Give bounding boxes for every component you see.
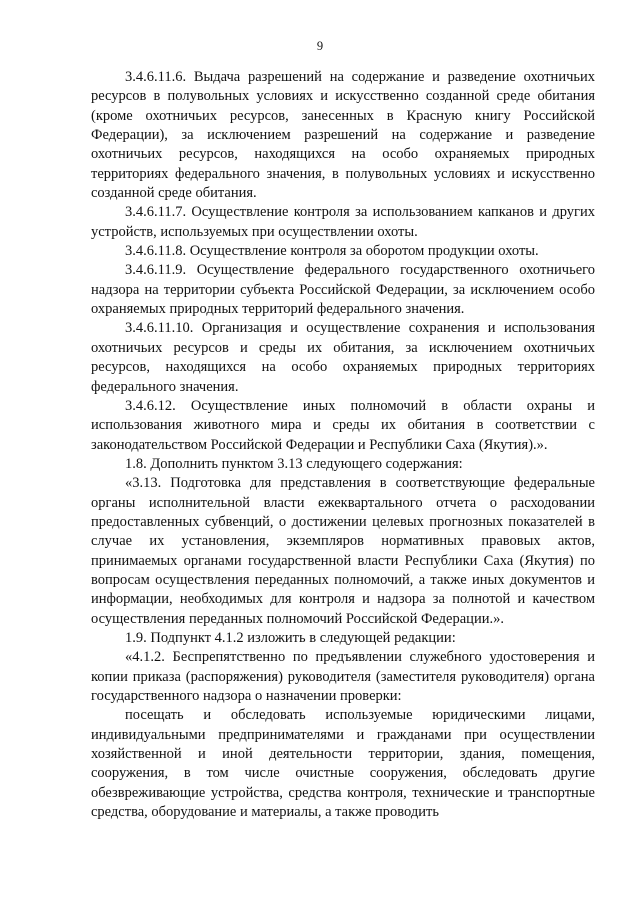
paragraph-3-4-6-12: 3.4.6.12. Осуществление иных полномочий в области охраны и использования животного мира и среды их обитания в соответствии с законодательством Российской Федерации и Республики Саха (Якутия).». xyxy=(91,397,595,453)
paragraph-inspection-rights: посещать и обследовать используемые юридическими лицами, индивидуальными предпринимателями и гражданами при осуществлении хозяйственной и иной деятельности территории, здания, помещения, сооружения, в том числе очистные сооружения, обследовать другие обезвреживающие устройства, средства контроля, технические и транспортные средства, оборудование и материалы, а также проводить xyxy=(91,707,595,821)
paragraph-3-13: «3.13. Подготовка для представления в соответствующие федеральные органы исполнительной власти ежеквартального отчета о расходовании предоставленных субвенций, о достижении целевых прогнозных показателей в случае их установления, экземпляров нормативных правовых актов, принимаемых органами государственной власти Республики Саха (Якутия) по вопросам осуществления переданных полномочий, а также иных документов и информации, необходимых для контроля и надзора за полнотой и качеством осуществления переданных полномочий Российской Федерации.». xyxy=(91,475,595,627)
paragraph-3-4-6-11-7: 3.4.6.11.7. Осуществление контроля за использованием капканов и других устройств, используемых при осуществлении охоты. xyxy=(91,204,595,240)
paragraph-1-8: 1.8. Дополнить пунктом 3.13 следующего содержания: xyxy=(125,455,463,472)
document-body xyxy=(91,68,595,822)
paragraph-3-4-6-11-6: 3.4.6.11.6. Выдача разрешений на содержание и разведение охотничьих ресурсов в полувольных условиях и искусственно созданной среде обитания (кроме охотничьих ресурсов, занесенных в Красную книгу Российской Федерации), за исключением разрешений на содержание и разведение охотничьих ресурсов, находящихся на особо охраняемых природных территориях федерального значения, в полувольных условиях и искусственно созданной среде обитания. xyxy=(91,69,595,202)
paragraph-3-4-6-11-10: 3.4.6.11.10. Организация и осуществление сохранения и использования охотничьих ресурсов и среды их обитания, за исключением охотничьих ресурсов, находящихся на особо охраняемых природных территориях федерального значения. xyxy=(91,320,595,395)
paragraph-3-4-6-11-9: 3.4.6.11.9. Осуществление федерального государственного охотничьего надзора на территории субъекта Российской Федерации, за исключением особо охраняемых природных территорий федерального значения. xyxy=(91,262,595,318)
page-number: 9 xyxy=(316,39,324,53)
paragraph-1-9: 1.9. Подпункт 4.1.2 изложить в следующей редакции: xyxy=(125,629,456,646)
paragraph-3-4-6-11-8: 3.4.6.11.8. Осуществление контроля за оборотом продукции охоты. xyxy=(125,243,539,260)
paragraph-4-1-2: «4.1.2. Беспрепятственно по предъявлении служебного удостоверения и копии приказа (распоряжения) руководителя (заместителя руководителя) органа государственного надзора о назначении проверки: xyxy=(91,649,595,704)
